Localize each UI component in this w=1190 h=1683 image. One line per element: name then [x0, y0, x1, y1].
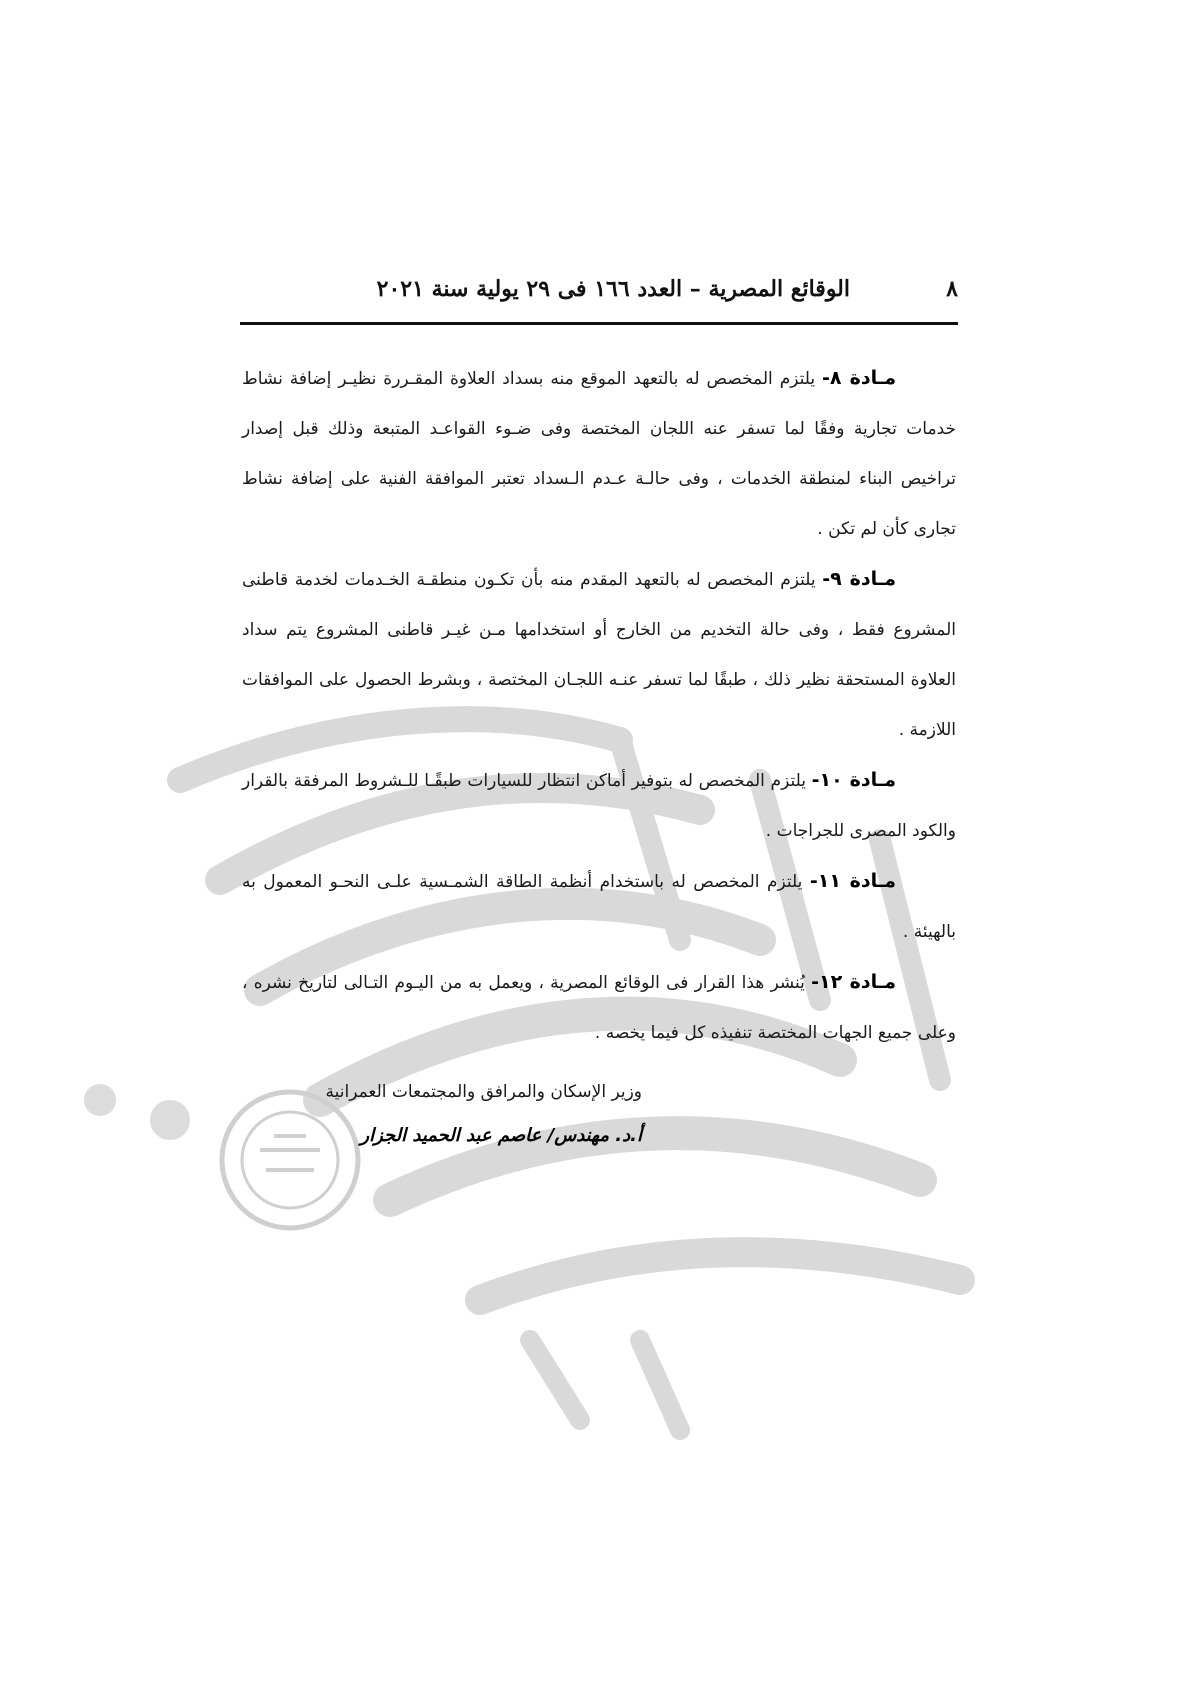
article-text: يلتزم المخصص له بالتعهد المقدم منه بأن تكـون منطقـة الخـدمات لخدمة قاطنى المشروع فقط ، وفى حالة التخديم من الخارج أو استخدامها مـن غيـر قاطنى المشروع يتم سداد العلاوة المستحقة نظير ذلك ، طبقًا لما تسفر عنـه اللجـان المختصة ، وبشرط الحصول على الموافقات اللازمة .: [242, 570, 956, 740]
article-label: مـادة ١٢-: [811, 971, 896, 993]
minister-title: وزير الإسكان والمرافق والمجتمعات العمرانية: [325, 1082, 642, 1102]
article-10: [242, 755, 956, 856]
article-label: مـادة ٨-: [822, 367, 897, 389]
header-divider: [240, 322, 958, 325]
article-9: [242, 554, 956, 755]
article-8: [242, 353, 956, 554]
watermark-stroke: [640, 1340, 680, 1430]
article-text: يلتزم المخصص له باستخدام أنظمة الطاقة الشمـسية علـى النحـو المعمول به بالهيئة .: [242, 872, 956, 942]
gazette-header-title: الوقائع المصرية – العدد ١٦٦ فى ٢٩ يولية سنة ٢٠٢١: [376, 276, 850, 302]
article-text: يلتزم المخصص له بتوفير أماكن انتظار للسيارات طبقًـا للـشروط المرفقة بالقرار والكود المصرى للجراجات .: [242, 771, 956, 841]
article-12: [242, 957, 956, 1058]
article-label: مـادة ١١-: [809, 870, 896, 892]
page-number: ٨: [946, 276, 958, 302]
watermark-stroke: [480, 1252, 960, 1300]
watermark-dot: [150, 1100, 190, 1140]
article-text: يُنشر هذا القرار فى الوقائع المصرية ، ويعمل به من اليـوم التـالى لتاريخ نشره ، وعلى جميع الجهات المختصة تنفيذه كل فيما يخصه .: [242, 973, 956, 1043]
watermark-dot: [84, 1084, 116, 1116]
article-11: [242, 856, 956, 957]
watermark-stroke: [530, 1340, 580, 1420]
article-label: مـادة ١٠-: [811, 769, 897, 791]
document-body: [242, 353, 956, 1058]
article-text: يلتزم المخصص له بالتعهد الموقع منه بسداد العلاوة المقـررة نظيـر إضافة نشاط خدمات تجارية وفقًا لما تسفر عنه اللجان المختصة وفى ضـوء القواعـد المتبعة وذلك قبل إصدار تراخيص البناء لمنطقة الخدمات ، وفى حالـة عـدم الـسداد تعتبر الموافقة الفنية على إضافة نشاط تجارى كأن لم تكن .: [242, 369, 956, 539]
minister-name: أ.د. مهندس/ عاصم عبد الحميد الجزار: [360, 1125, 642, 1146]
article-label: مـادة ٩-: [822, 568, 896, 590]
page-header: [240, 272, 958, 320]
signature-block: [242, 1068, 642, 1156]
